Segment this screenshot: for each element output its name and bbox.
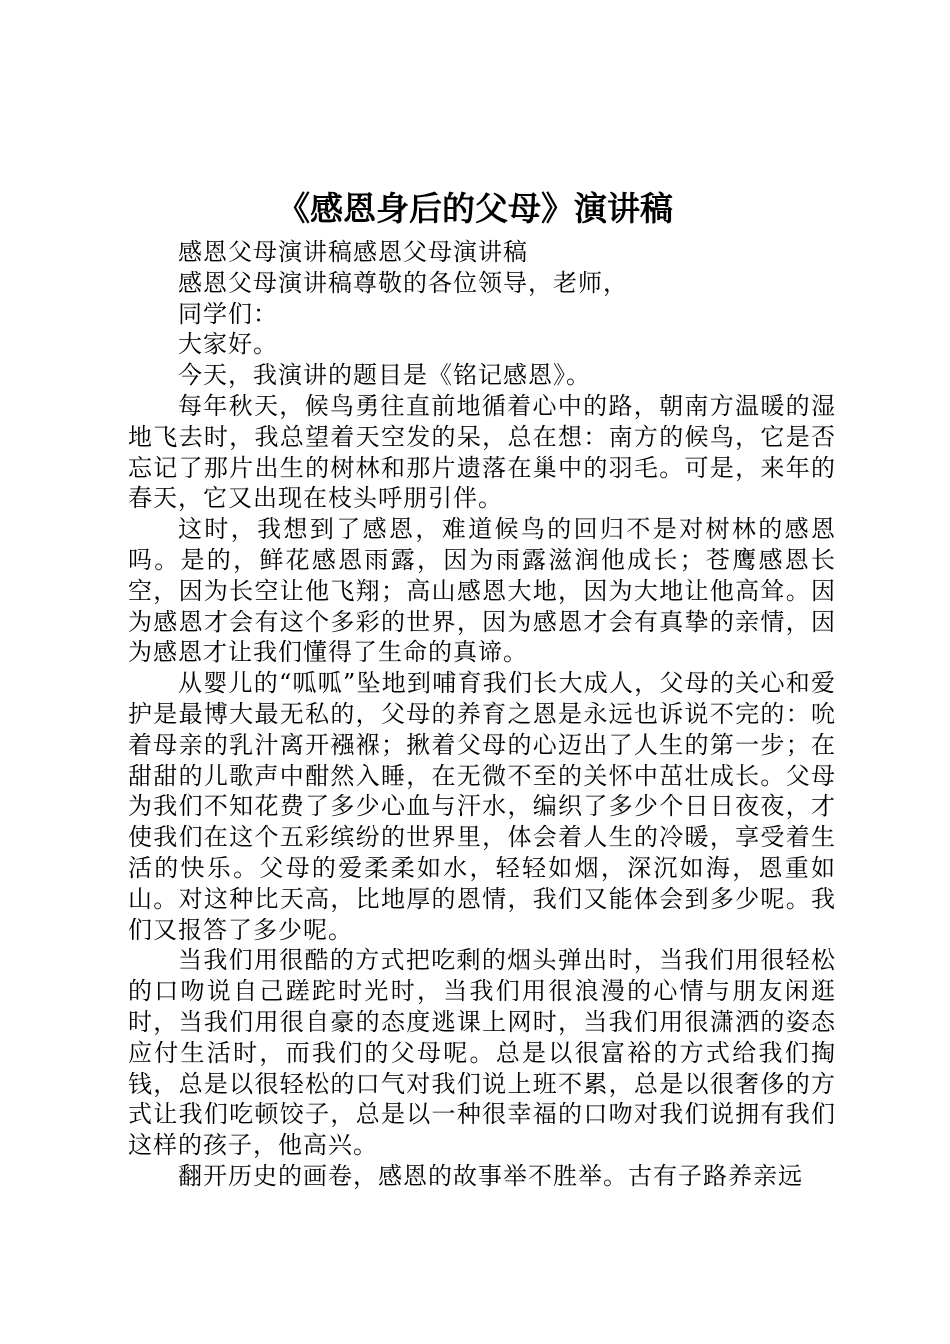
document-body: [128, 237, 836, 1192]
paragraph: 翻开历史的画卷，感恩的故事举不胜举。古有子路养亲远: [178, 1161, 803, 1190]
paragraph: 同学们：: [178, 299, 278, 328]
paragraph: 从婴儿的“呱呱”坠地到哺育我们长大成人，父母的关心和爱护是最博大最无私的，父母的养育之恩是永远也诉说不完的：吮着母亲的乳汁离开襁褓；揪着父母的心迈出了人生的第一步；在甜甜的儿歌声中酣然入睡，在无微不至的关怀中茁壮成长。父母为我们不知花费了多少心血与汗水，编织了多少个日日夜夜，才使我们在这个五彩缤纷的世界里，体会着人生的冷暖，享受着生活的快乐。父母的爱柔柔如水，轻轻如烟，深沉如海，恩重如山。对这种比天高，比地厚的恩情，我们又能体会到多少呢。我们又报答了多少呢。: [128, 669, 836, 944]
document-title: 《感恩身后的父母》演讲稿: [277, 189, 673, 228]
paragraph: 每年秋天，候鸟勇往直前地循着心中的路，朝南方温暖的湿地飞去时，我总望着天空发的呆，总在想：南方的候鸟，它是否忘记了那片出生的树林和那片遗落在巢中的羽毛。可是，来年的春天，它又出现在枝头呼朋引伴。: [128, 391, 836, 513]
paragraph: 今天，我演讲的题目是《铭记感恩》。: [178, 361, 591, 390]
paragraph: 这时，我想到了感恩，难道候鸟的回归不是对树林的感恩吗。是的，鲜花感恩雨露，因为雨露滋润他成长；苍鹰感恩长空，因为长空让他飞翔；高山感恩大地，因为大地让他高耸。因为感恩才会有这个多彩的世界，因为感恩才会有真挚的亲情，因为感恩才让我们懂得了生命的真谛。: [128, 515, 836, 667]
paragraph: 大家好。: [178, 330, 278, 359]
paragraph: 当我们用很酷的方式把吃剩的烟头弹出时，当我们用很轻松的口吻说自己蹉跎时光时，当我们用很浪漫的心情与朋友闲逛时，当我们用很自豪的态度逃课上网时，当我们用很潇洒的姿态应付生活时，而我们的父母呢。总是以很富裕的方式给我们掏钱，总是以很轻松的口气对我们说上班不累，总是以很奢侈的方式让我们吃顿饺子，总是以一种很幸福的口吻对我们说拥有我们这样的孩子，他高兴。: [128, 946, 836, 1160]
paragraph: 感恩父母演讲稿尊敬的各位领导，老师，: [178, 268, 628, 297]
paragraph: 感恩父母演讲稿感恩父母演讲稿: [178, 238, 528, 266]
